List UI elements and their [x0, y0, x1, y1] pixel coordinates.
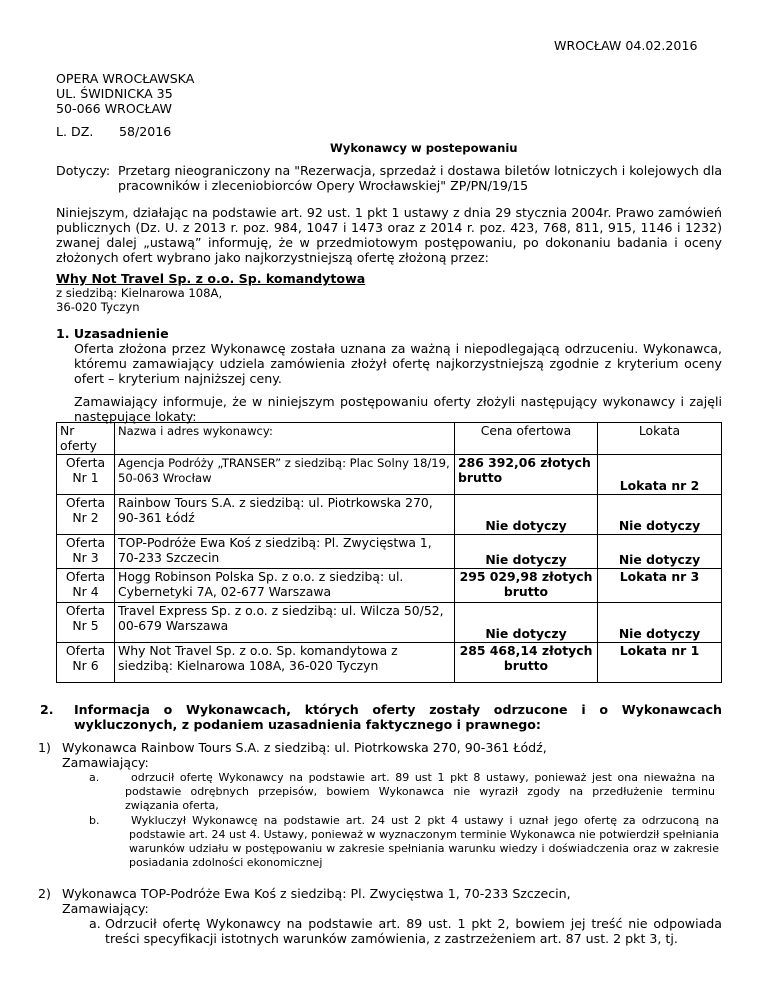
offer-number: Oferta Nr 2	[57, 495, 115, 535]
offer-number: Oferta Nr 4	[57, 569, 115, 603]
table-row	[57, 569, 722, 603]
offer-number: Oferta Nr 6	[57, 643, 115, 683]
offer-rank: Lokata nr 1	[598, 643, 722, 683]
address-line-2: UL. ŚWIDNICKA 35	[56, 86, 173, 101]
offer-contractor: Rainbow Tours S.A. z siedzibą: ul. Piotrkowska 270, 90-361 Łódź	[115, 495, 455, 535]
offer-contractor: Agencja Podróży „TRANSER” z siedzibą: Plac Solny 18/19, 50-063 Wrocław	[115, 455, 455, 495]
offer-number: Oferta Nr 1	[57, 455, 115, 495]
header-name: Nazwa i adres wykonawcy:	[115, 423, 455, 455]
header-rank: Lokata	[598, 423, 722, 455]
offer-price: Nie dotyczy	[455, 495, 598, 535]
subject-line-2: pracowników i zleceniobiorców Opery Wrocławskiej" ZP/PN/19/15	[118, 178, 529, 193]
section-2-heading: Informacja o Wykonawcach, których oferty zostały odrzucone i o Wykonawcach wykluczonych, z podaniem uzasadnienia faktycznego i prawnego:	[74, 702, 722, 732]
table-header-row	[57, 423, 722, 455]
section-2-number: 2.	[40, 702, 54, 717]
item-2-number: 2)	[38, 886, 51, 901]
item-1-subject: Zamawiający:	[62, 755, 149, 770]
offer-contractor: TOP-Podróże Ewa Koś z siedzibą: Pl. Zwycięstwa 1, 70-233 Szczecin	[115, 535, 455, 569]
item-1-title: Wykonawca Rainbow Tours S.A. z siedzibą: ul. Piotrkowska 270, 90-361 Łódź,	[62, 740, 547, 755]
ref-number: 58/2016	[119, 124, 172, 139]
address-line-3: 50-066 WROCŁAW	[56, 101, 172, 116]
offer-price: 295 029,98 złotych brutto	[455, 569, 598, 603]
offers-table	[56, 422, 722, 683]
winner-name: Why Not Travel Sp. z o.o. Sp. komandytowa	[56, 271, 366, 286]
offer-number: Oferta Nr 3	[57, 535, 115, 569]
offer-rank: Nie dotyczy	[598, 495, 722, 535]
item-2-title: Wykonawca TOP-Podróże Ewa Koś z siedzibą: Pl. Zwycięstwa 1, 70-233 Szczecin,	[62, 886, 571, 901]
table-row	[57, 643, 722, 683]
section-1-heading: 1. Uzasadnienie	[56, 326, 169, 341]
winner-address-1: z siedzibą: Kielnarowa 108A,	[56, 286, 223, 300]
offer-contractor: Why Not Travel Sp. z o.o. Sp. komandytowa z siedzibą: Kielnarowa 108A, 36-020 Tyczyn	[115, 643, 455, 683]
offer-rank: Lokata nr 2	[598, 455, 722, 495]
winner-address-2: 36-020 Tyczyn	[56, 300, 140, 314]
subject-label: Dotyczy:	[56, 163, 111, 178]
offer-price: Nie dotyczy	[455, 535, 598, 569]
subject-line-1: Przetarg nieograniczony na "Rezerwacja, sprzedaż i dostawa biletów lotniczych i kolejowych dla	[118, 163, 723, 178]
header-price: Cena ofertowa	[455, 423, 598, 455]
item-1a-label: a.	[89, 771, 100, 784]
item-1-number: 1)	[38, 740, 51, 755]
table-row	[57, 495, 722, 535]
header-nr: Nr oferty	[57, 423, 115, 455]
ref-label: L. DZ.	[56, 124, 94, 139]
offer-rank: Nie dotyczy	[598, 603, 722, 643]
table-intro: Zamawiający informuje, że w niniejszym postępowaniu oferty złożyli następujący wykonawcy i zajęli następujące lokaty:	[74, 394, 722, 424]
offer-price: Nie dotyczy	[455, 603, 598, 643]
section-1-text: Oferta złożona przez Wykonawcę została uznana za ważną i niepodlegającą odrzuceniu. Wykonawca, któremu zamawiający udziela zamówienia złożył ofertę najkorzystniejszą zgodnie z kryterium oceny ofert – kryterium najniższej ceny.	[74, 341, 722, 386]
table-row	[57, 603, 722, 643]
offer-price: 286 392,06 złotych brutto	[455, 455, 598, 495]
table-row	[57, 535, 722, 569]
offer-price: 285 468,14 złotych brutto	[455, 643, 598, 683]
item-2a-label: a.	[89, 916, 101, 931]
offer-contractor: Hogg Robinson Polska Sp. z o.o. z siedzibą: ul. Cybernetyki 7A, 02-677 Warszawa	[115, 569, 455, 603]
offer-number: Oferta Nr 5	[57, 603, 115, 643]
offer-rank: Nie dotyczy	[598, 535, 722, 569]
item-1a-text: odrzucił ofertę Wykonawcy na podstawie art. 89 ust 1 pkt 8 ustawy, ponieważ jest ona nieważna na podstawie odrębnych przepisów, bowiem Wykonawca nie wyraził zgody na przedłużenie terminu związania oferta,	[125, 771, 715, 812]
item-2a-text: Odrzucił ofertę Wykonawcy na podstawie art. 89 ust. 1 pkt 2, bowiem jej treść nie odpowiada treści specyfikacji istotnych warunków zamówienia, z zastrzeżeniem art. 87 ust. 2 pkt 3, tj.	[105, 916, 722, 946]
item-2-subject: Zamawiający:	[62, 901, 149, 916]
offer-contractor: Travel Express Sp. z o.o. z siedzibą: ul. Wilcza 50/52, 00-679 Warszawa	[115, 603, 455, 643]
table-row	[57, 455, 722, 495]
page-title: Wykonawcy w postepowaniu	[330, 141, 518, 155]
item-1b-label: b.	[89, 814, 100, 827]
intro-paragraph: Niniejszym, działając na podstawie art. 92 ust. 1 pkt 1 ustawy z dnia 29 stycznia 2004r. Prawo zamówień publicznych (Dz. U. z 2013 r. poz. 984, 1047 i 1473 oraz z 2014 r. poz. 423, 768, 811, 915, 1146 i 1232) zwanej dalej „ustawą” informuję, że w przedmiotowym postępowaniu, po dokonaniu badania i oceny złożonych ofert wybrano jako najkorzystniejszą ofertę złożoną przez:	[56, 205, 722, 265]
offer-rank: Lokata nr 3	[598, 569, 722, 603]
place-date: WROCŁAW 04.02.2016	[554, 38, 698, 53]
item-1b-text: Wykluczył Wykonawcę na podstawie art. 24 ust 2 pkt 4 ustawy i uznał jego ofertę za odrzuconą na podstawie art. 24 ust 4. Ustawy, ponieważ w wyznaczonym terminie Wykonawca nie potwierdził spełniania warunków udziału w postępowaniu w zakresie spełniania warunku wiedzy i doświadczenia oraz w zakresie posiadania zdolności ekonomicznej	[129, 814, 719, 869]
address-line-1: OPERA WROCŁAWSKA	[56, 71, 195, 86]
